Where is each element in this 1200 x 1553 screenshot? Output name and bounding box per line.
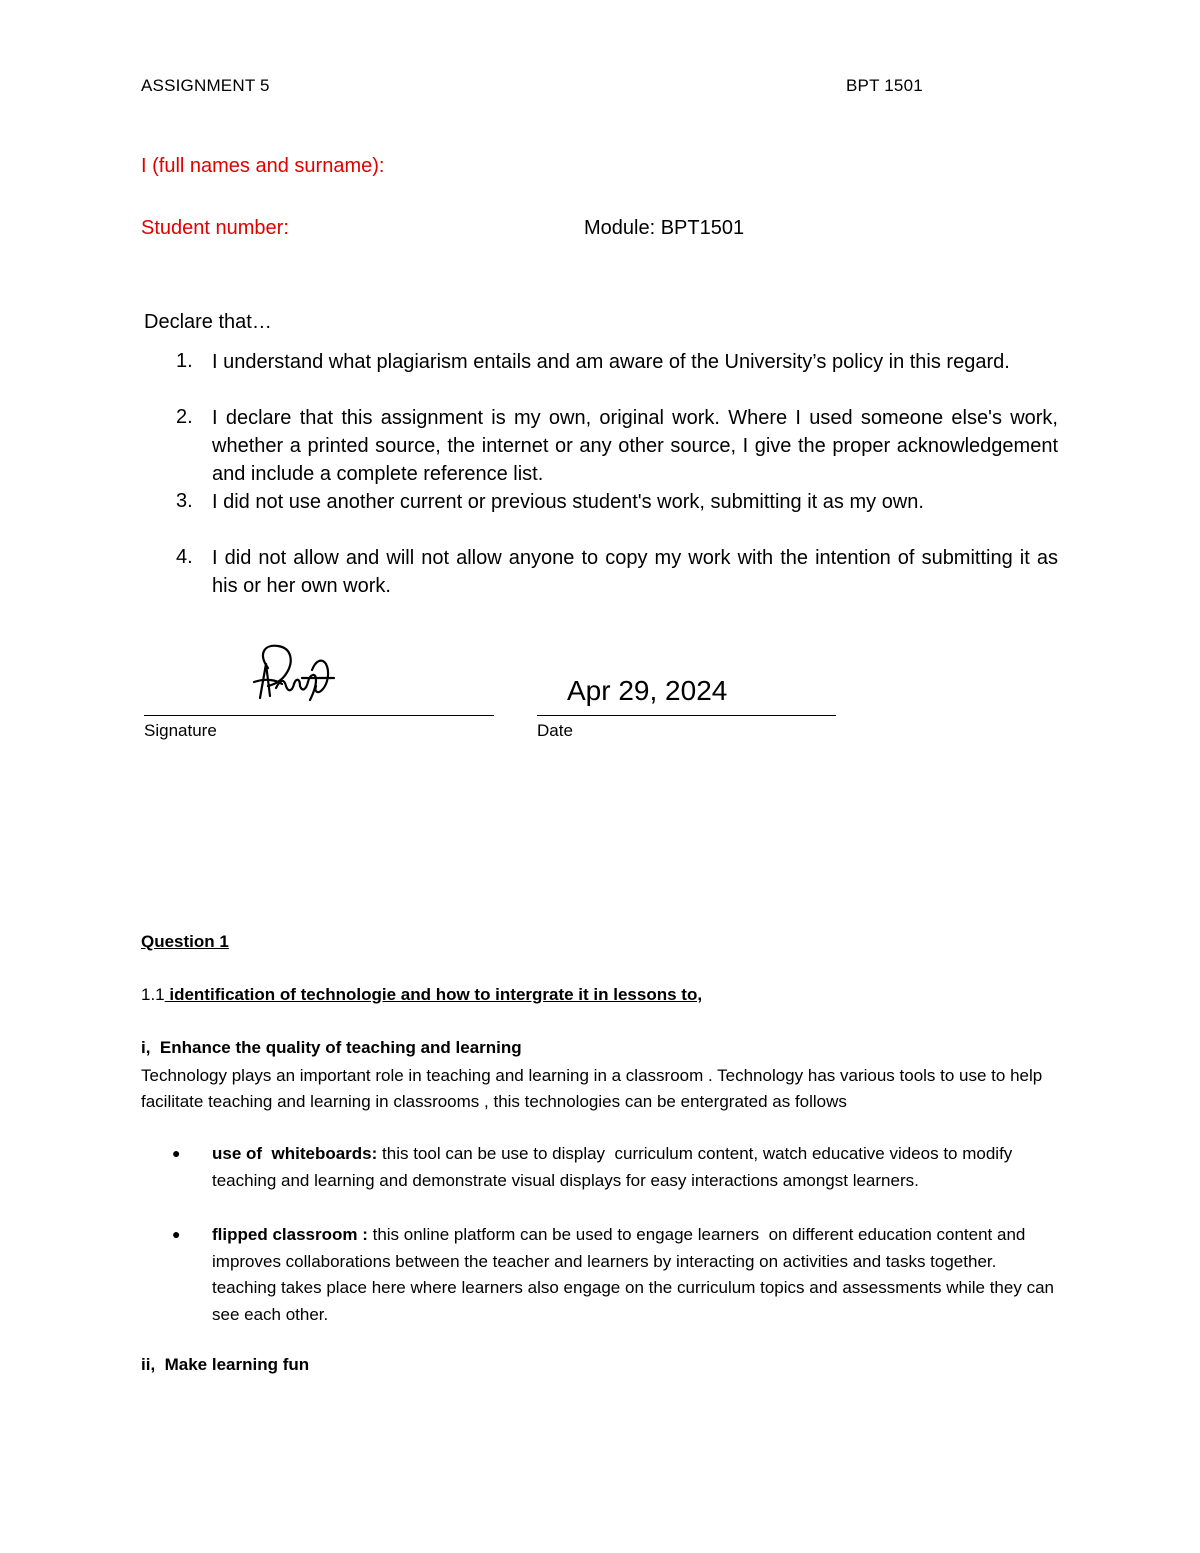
date-line — [537, 715, 836, 716]
question-title: Question 1 — [141, 932, 229, 951]
header-module-code: BPT 1501 — [846, 76, 923, 95]
bullet-term: flipped classroom : — [212, 1225, 368, 1244]
full-name-label: I (full names and surname): — [141, 155, 385, 177]
part-ii-heading: ii, Make learning fun — [141, 1355, 310, 1374]
declaration-item-text: I did not use another current or previous student's work, submitting it as my own. — [212, 491, 924, 513]
bullet-text: this online platform can be used to engage learners on different education content and improves collaborations between the teacher and learners by interacting on activities and tasks together. teaching takes place here where learners also engage on the curriculum topics and assessments while they can see each other. — [212, 1225, 1059, 1324]
question-subsection — [141, 985, 702, 1005]
handwritten-signature — [246, 640, 346, 710]
part-i-heading: i, Enhance the quality of teaching and learning — [141, 1038, 522, 1057]
date-label: Date — [537, 721, 573, 740]
declaration-item-number: 3. — [176, 490, 193, 512]
bullet-icon: ● — [172, 1145, 181, 1161]
bullet-item — [212, 1222, 1062, 1328]
declaration-item-text: I did not allow and will not allow anyone to copy my work with the intention of submitting it as his or her own work. — [212, 547, 1058, 597]
signature-line — [144, 715, 494, 716]
part-i-body: Technology plays an important role in teaching and learning in a classroom . Technology has various tools to use to help facilitate teaching and learning in classrooms , this technologies can be entergrated as follows — [141, 1066, 1043, 1111]
signature-date-value: Apr 29, 2024 — [567, 675, 728, 706]
bullet-term: use of whiteboards: — [212, 1144, 378, 1163]
signature-label: Signature — [144, 721, 217, 740]
bullet-text: this tool can be use to display curriculum content, watch educative videos to modify teaching and learning and demonstrate visual displays for easy interactions amongst learners. — [212, 1144, 1018, 1190]
declaration-intro: Declare that… — [144, 311, 272, 333]
declaration-item-number: 2. — [176, 406, 193, 428]
declaration-item-text: I understand what plagiarism entails and am aware of the University’s policy in this regard. — [212, 351, 1010, 373]
declaration-item-number: 4. — [176, 546, 193, 568]
bullet-icon: ● — [172, 1226, 181, 1242]
header-assignment: ASSIGNMENT 5 — [141, 76, 270, 95]
bullet-item — [212, 1141, 1062, 1194]
module-label: Module: BPT1501 — [584, 217, 745, 239]
question-sub-number: 1.1 — [141, 985, 165, 1004]
declaration-item-number: 1. — [176, 350, 193, 372]
declaration-item-text: I declare that this assignment is my own, original work. Where I used someone else's work, whether a printed source, the internet or any other source, I give the proper acknowledgement and include a complete reference list. — [212, 407, 1058, 485]
question-sub-title: identification of technologie and how to intergrate it in lessons to, — [164, 985, 703, 1004]
student-number-label: Student number: — [141, 217, 289, 239]
